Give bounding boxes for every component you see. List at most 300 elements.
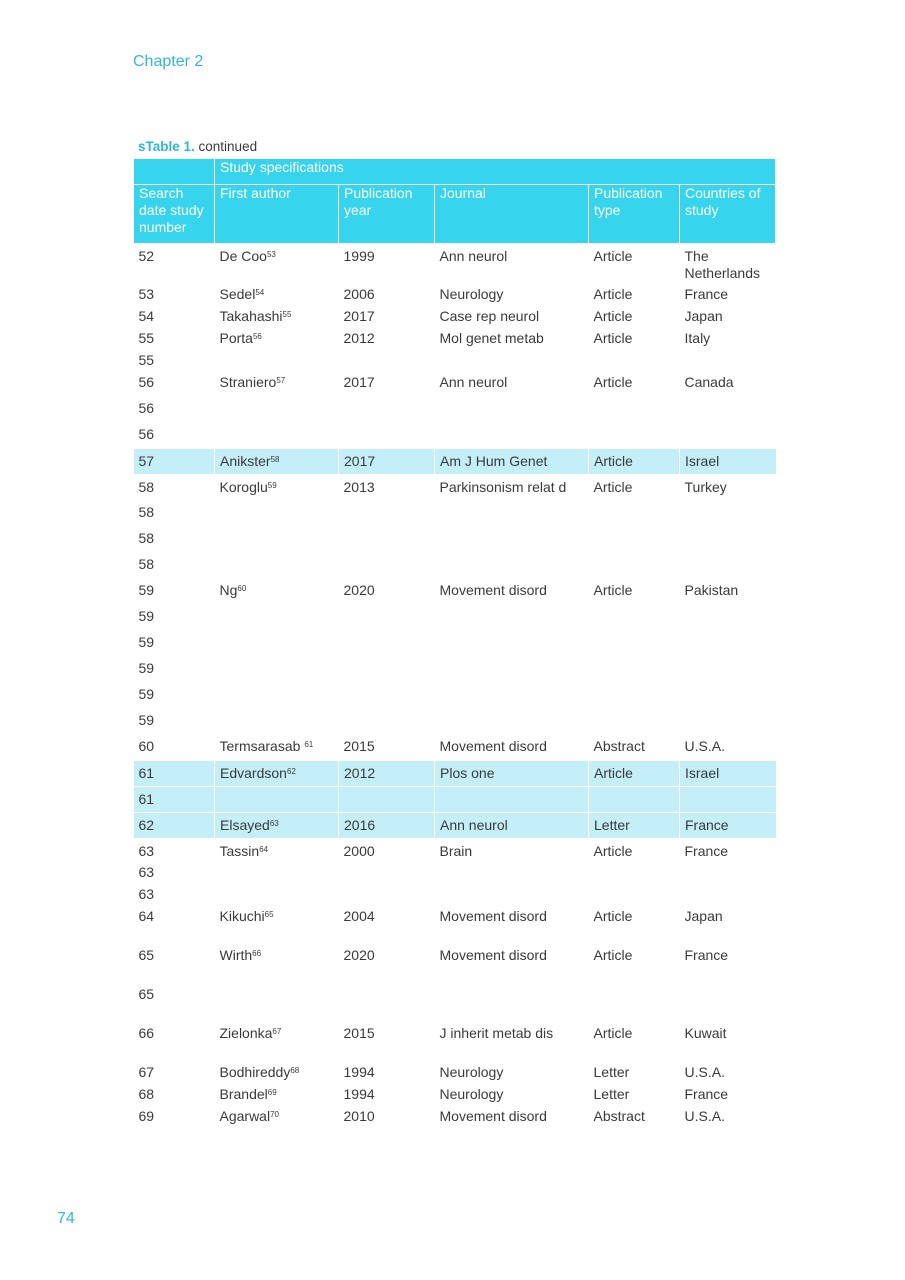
cell-country — [680, 448, 776, 474]
cell-journal — [435, 578, 589, 604]
cell-journal-text: Ann neurol — [440, 816, 508, 833]
cell-first-author — [215, 1082, 339, 1104]
cell-publication-year-text: 2006 — [343, 286, 375, 302]
cell-country — [680, 422, 776, 448]
cell-publication-type-text: Article — [593, 1025, 633, 1041]
reference-superscript: 70 — [270, 1110, 279, 1119]
cell-first-author-text: Porta — [219, 330, 253, 346]
table-row — [134, 1021, 776, 1060]
cell-publication-type — [589, 682, 680, 708]
cell-number-text: 58 — [138, 556, 155, 572]
cell-publication-type — [589, 304, 680, 326]
cell-publication-type — [589, 982, 680, 1021]
cell-country — [680, 630, 776, 656]
cell-journal-text: Parkinsonism relat d — [439, 478, 567, 495]
reference-superscript: 66 — [252, 949, 262, 958]
cell-journal-text: Mol genet metab — [439, 330, 544, 346]
cell-publication-year — [339, 786, 435, 812]
column-header-countries: Countries of study — [680, 185, 776, 244]
cell-publication-year-text: 1999 — [343, 248, 375, 264]
cell-publication-type — [589, 348, 680, 370]
cell-publication-year — [339, 474, 435, 500]
cell-first-author-text: Brandel — [219, 1086, 268, 1102]
cell-first-author — [215, 904, 339, 943]
cell-publication-year — [339, 604, 435, 630]
cell-publication-type — [589, 396, 680, 422]
cell-publication-year — [339, 1021, 435, 1060]
cell-publication-year-text: 1994 — [343, 1086, 375, 1102]
cell-country — [680, 526, 776, 552]
cell-journal — [435, 682, 589, 708]
cell-journal-text: Am J Hum Genet — [440, 452, 548, 469]
cell-publication-year — [339, 860, 435, 882]
cell-number-text: 64 — [138, 908, 155, 924]
cell-publication-type-text: Article — [593, 286, 633, 302]
cell-publication-year-text: 2000 — [343, 842, 375, 859]
table-row — [134, 370, 776, 396]
cell-number — [134, 348, 215, 370]
cell-number — [134, 882, 215, 904]
cell-first-author — [215, 422, 339, 448]
cell-number — [134, 370, 215, 396]
cell-journal-text: Ann neurol — [439, 248, 508, 264]
cell-publication-type — [589, 734, 680, 760]
cell-publication-type — [589, 422, 680, 448]
cell-publication-type — [589, 552, 680, 578]
cell-journal — [435, 526, 589, 552]
cell-first-author-text: Wirth — [219, 947, 253, 963]
cell-journal — [435, 860, 589, 882]
header-blank-cell — [134, 159, 215, 185]
cell-first-author — [215, 578, 339, 604]
cell-number — [134, 1021, 215, 1060]
table-row — [134, 552, 776, 578]
cell-first-author — [215, 882, 339, 904]
cell-country-text: The Netherlands — [684, 248, 760, 281]
cell-journal-text: Movement disord — [439, 908, 547, 924]
cell-number — [134, 578, 215, 604]
chapter-title: Chapter 2 — [133, 53, 204, 70]
cell-number-text: 69 — [138, 1108, 155, 1124]
cell-journal — [435, 1104, 589, 1126]
cell-publication-type — [589, 943, 680, 982]
cell-first-author — [215, 526, 339, 552]
cell-country — [680, 604, 776, 630]
cell-first-author — [215, 370, 339, 396]
cell-first-author — [215, 682, 339, 708]
cell-number-text: 65 — [138, 986, 155, 1002]
cell-publication-year — [339, 282, 435, 304]
study-specifications-table — [133, 158, 776, 1126]
cell-journal — [435, 904, 589, 943]
reference-superscript: 62 — [286, 766, 296, 776]
cell-first-author — [215, 326, 339, 348]
cell-country — [680, 1104, 776, 1126]
table-row — [134, 326, 776, 348]
cell-number — [134, 1060, 215, 1082]
cell-journal-text: Movement disord — [439, 947, 547, 963]
cell-number — [134, 552, 215, 578]
cell-number-text: 58 — [138, 530, 155, 546]
table-row — [134, 786, 776, 812]
cell-journal — [435, 326, 589, 348]
cell-country — [680, 860, 776, 882]
cell-country — [680, 474, 776, 500]
cell-first-author-text: Tassin — [219, 842, 260, 859]
cell-country — [680, 904, 776, 943]
cell-publication-type-text: Letter — [594, 816, 630, 833]
cell-number-text: 60 — [138, 738, 155, 754]
cell-country — [680, 326, 776, 348]
table-row — [134, 904, 776, 943]
cell-journal-text: Movement disord — [439, 1108, 547, 1124]
cell-first-author — [215, 943, 339, 982]
cell-publication-type — [589, 904, 680, 943]
cell-number — [134, 838, 215, 860]
cell-country-text: U.S.A. — [684, 1064, 725, 1080]
reference-superscript: 67 — [272, 1027, 282, 1036]
cell-first-author — [215, 786, 339, 812]
table-caption-label: sTable 1. — [138, 139, 195, 154]
cell-first-author — [215, 982, 339, 1021]
cell-publication-year — [339, 448, 435, 474]
cell-publication-year — [339, 734, 435, 760]
cell-publication-year — [339, 1104, 435, 1126]
cell-country-text: Japan — [684, 908, 723, 924]
cell-number — [134, 682, 215, 708]
cell-publication-type-text: Abstract — [593, 738, 645, 754]
cell-publication-type — [589, 786, 680, 812]
cell-publication-year — [339, 982, 435, 1021]
cell-country — [680, 682, 776, 708]
table-row — [134, 982, 776, 1021]
cell-publication-type — [589, 1060, 680, 1082]
reference-superscript: 68 — [290, 1066, 300, 1075]
cell-number-text: 62 — [138, 816, 155, 833]
cell-publication-type-text: Letter — [593, 1064, 630, 1080]
cell-country — [680, 812, 776, 838]
cell-number-text: 59 — [138, 686, 155, 702]
cell-publication-type — [589, 578, 680, 604]
cell-country — [680, 882, 776, 904]
table-row — [134, 244, 776, 283]
cell-country-text: France — [684, 286, 729, 302]
table-row — [134, 656, 776, 682]
table-row — [134, 630, 776, 656]
cell-publication-type — [589, 1104, 680, 1126]
table-row — [134, 708, 776, 734]
cell-number — [134, 708, 215, 734]
cell-publication-year — [339, 422, 435, 448]
table-row — [134, 682, 776, 708]
cell-number — [134, 526, 215, 552]
cell-first-author-text: Zielonka — [219, 1025, 273, 1041]
reference-superscript: 56 — [252, 332, 262, 341]
cell-publication-type-text: Article — [593, 248, 633, 264]
cell-number-text: 55 — [138, 330, 155, 346]
cell-publication-type — [589, 630, 680, 656]
cell-country — [680, 578, 776, 604]
page-number: 74 — [57, 1210, 75, 1227]
cell-number-text: 66 — [138, 1025, 155, 1041]
cell-publication-type-text: Article — [593, 842, 633, 859]
table-row — [134, 838, 776, 860]
cell-first-author — [215, 396, 339, 422]
cell-journal — [435, 348, 589, 370]
cell-country-text: U.S.A. — [684, 1108, 725, 1124]
cell-publication-year-text: 2010 — [343, 1108, 375, 1124]
cell-number — [134, 734, 215, 760]
cell-journal — [435, 448, 589, 474]
group-header-study-specifications: Study specifications — [215, 159, 776, 185]
cell-publication-type — [589, 838, 680, 860]
cell-publication-year — [339, 708, 435, 734]
table-row — [134, 860, 776, 882]
cell-publication-year — [339, 304, 435, 326]
cell-publication-type — [589, 708, 680, 734]
cell-first-author — [215, 474, 339, 500]
cell-number-text: 63 — [138, 886, 155, 902]
cell-first-author — [215, 734, 339, 760]
cell-first-author-text: Edvardson — [220, 764, 287, 781]
cell-journal-text: Brain — [439, 842, 473, 859]
cell-first-author-text: Sedel — [219, 286, 256, 302]
cell-publication-type — [589, 760, 680, 786]
cell-publication-year — [339, 1082, 435, 1104]
column-header-first-author: First author — [215, 185, 339, 244]
cell-number-text: 61 — [138, 764, 155, 781]
reference-superscript: 54 — [255, 288, 265, 297]
cell-journal — [435, 882, 589, 904]
cell-publication-type-text: Article — [594, 764, 633, 781]
cell-number — [134, 786, 215, 812]
cell-publication-year — [339, 882, 435, 904]
table-row — [134, 396, 776, 422]
table-caption — [138, 139, 257, 154]
cell-journal-text: Neurology — [439, 1086, 504, 1102]
table-row — [134, 282, 776, 304]
cell-publication-year-text: 2017 — [343, 308, 375, 324]
reference-superscript: 57 — [276, 376, 286, 385]
cell-publication-year — [339, 526, 435, 552]
cell-country — [680, 760, 776, 786]
cell-first-author — [215, 838, 339, 860]
cell-first-author-text: Takahashi — [219, 308, 283, 324]
table-row — [134, 734, 776, 760]
cell-country-text: France — [685, 816, 729, 833]
cell-journal — [435, 656, 589, 682]
cell-first-author — [215, 708, 339, 734]
cell-journal-text: Movement disord — [439, 582, 547, 598]
cell-country-text: Israel — [685, 764, 720, 781]
cell-publication-type-text: Abstract — [593, 1108, 645, 1124]
cell-publication-type — [589, 448, 680, 474]
cell-number-text: 56 — [138, 426, 155, 442]
cell-country — [680, 708, 776, 734]
cell-first-author — [215, 860, 339, 882]
cell-number — [134, 474, 215, 500]
cell-journal — [435, 1060, 589, 1082]
cell-number — [134, 760, 215, 786]
reference-superscript: 65 — [264, 910, 274, 919]
cell-publication-year — [339, 326, 435, 348]
table-row — [134, 474, 776, 500]
cell-number-text: 58 — [138, 504, 155, 520]
cell-journal — [435, 422, 589, 448]
cell-number — [134, 422, 215, 448]
cell-number-text: 58 — [138, 478, 155, 495]
cell-publication-year-text: 2004 — [343, 908, 375, 924]
cell-first-author — [215, 448, 339, 474]
cell-publication-year-text: 2012 — [343, 330, 375, 346]
cell-number — [134, 860, 215, 882]
cell-publication-year — [339, 812, 435, 838]
cell-number-text: 59 — [138, 582, 155, 598]
cell-number-text: 59 — [138, 660, 155, 676]
cell-first-author-text: Ng — [219, 582, 238, 598]
cell-publication-year — [339, 1060, 435, 1082]
reference-superscript: 55 — [282, 310, 292, 319]
cell-number — [134, 396, 215, 422]
cell-publication-year-text: 2013 — [343, 478, 375, 495]
column-header-journal: Journal — [435, 185, 589, 244]
cell-publication-year — [339, 396, 435, 422]
cell-journal — [435, 500, 589, 526]
cell-first-author — [215, 630, 339, 656]
table-row — [134, 1060, 776, 1082]
cell-journal — [435, 604, 589, 630]
cell-country — [680, 244, 776, 283]
cell-journal — [435, 630, 589, 656]
cell-number-text: 52 — [138, 248, 155, 264]
cell-number-text: 63 — [138, 842, 155, 859]
cell-publication-type — [589, 474, 680, 500]
table-row — [134, 1082, 776, 1104]
reference-superscript: 60 — [237, 584, 247, 593]
column-header-publication-year: Publication year — [339, 185, 435, 244]
cell-number — [134, 604, 215, 630]
cell-journal — [435, 1021, 589, 1060]
cell-number-text: 67 — [138, 1064, 155, 1080]
cell-first-author-text: Bodhireddy — [219, 1064, 291, 1080]
table-row — [134, 760, 776, 786]
cell-country-text: Israel — [685, 452, 720, 469]
cell-publication-type — [589, 812, 680, 838]
cell-number — [134, 304, 215, 326]
cell-journal — [435, 838, 589, 860]
cell-publication-type-text: Article — [593, 908, 633, 924]
table-row — [134, 882, 776, 904]
cell-number-text: 56 — [138, 374, 155, 390]
cell-first-author — [215, 760, 339, 786]
cell-number-text: 53 — [138, 286, 155, 302]
cell-publication-year — [339, 348, 435, 370]
cell-journal — [435, 734, 589, 760]
cell-country-text: Japan — [684, 308, 723, 324]
cell-country — [680, 982, 776, 1021]
cell-number — [134, 1082, 215, 1104]
table-row — [134, 422, 776, 448]
cell-country-text: Pakistan — [684, 582, 739, 598]
cell-first-author-text: Straniero — [219, 374, 277, 390]
cell-number-text: 57 — [138, 452, 155, 469]
cell-publication-year — [339, 838, 435, 860]
cell-first-author — [215, 500, 339, 526]
cell-journal — [435, 708, 589, 734]
cell-publication-year — [339, 943, 435, 982]
cell-country — [680, 282, 776, 304]
cell-number-text: 63 — [138, 864, 155, 880]
cell-publication-type — [589, 1082, 680, 1104]
cell-publication-type — [589, 860, 680, 882]
cell-first-author-text: Agarwal — [219, 1108, 271, 1124]
cell-publication-type-text: Article — [593, 374, 633, 390]
cell-number — [134, 282, 215, 304]
cell-number-text: 59 — [138, 634, 155, 650]
cell-country-text: U.S.A. — [684, 738, 725, 754]
column-header-number: Search date study number — [134, 185, 215, 244]
cell-publication-type — [589, 656, 680, 682]
cell-number — [134, 943, 215, 982]
cell-country — [680, 838, 776, 860]
cell-country-text: France — [684, 842, 729, 859]
cell-number-text: 59 — [138, 608, 155, 624]
cell-journal — [435, 304, 589, 326]
cell-first-author — [215, 244, 339, 283]
cell-first-author — [215, 282, 339, 304]
cell-number-text: 61 — [138, 790, 155, 807]
cell-first-author-text: Kikuchi — [219, 908, 265, 924]
cell-country-text: France — [684, 1086, 729, 1102]
cell-country-text: Canada — [684, 374, 734, 390]
cell-number-text: 55 — [138, 352, 155, 368]
cell-journal — [435, 552, 589, 578]
table-row — [134, 348, 776, 370]
reference-superscript: 58 — [270, 454, 280, 464]
cell-country — [680, 1060, 776, 1082]
cell-publication-type — [589, 326, 680, 348]
cell-journal-text: J inherit metab dis — [439, 1025, 554, 1041]
cell-publication-year-text: 2016 — [344, 816, 376, 833]
cell-journal-text: Plos one — [440, 764, 495, 781]
cell-publication-year-text: 2017 — [344, 452, 376, 469]
cell-first-author — [215, 1060, 339, 1082]
cell-journal — [435, 943, 589, 982]
table-row — [134, 943, 776, 982]
cell-journal — [435, 812, 589, 838]
cell-journal-text: Neurology — [439, 1064, 504, 1080]
cell-first-author — [215, 1104, 339, 1126]
cell-country — [680, 943, 776, 982]
table-caption-text: continued — [194, 139, 258, 154]
reference-superscript: 69 — [267, 1088, 277, 1097]
cell-number — [134, 630, 215, 656]
cell-publication-year-text: 2020 — [343, 582, 375, 598]
cell-first-author — [215, 552, 339, 578]
cell-publication-type — [589, 500, 680, 526]
cell-country-text: Italy — [684, 330, 711, 346]
reference-superscript: 59 — [267, 480, 277, 490]
cell-journal-text: Case rep neurol — [439, 308, 540, 324]
cell-country — [680, 734, 776, 760]
cell-first-author — [215, 656, 339, 682]
cell-first-author-text: Elsayed — [220, 816, 270, 833]
table-body — [134, 244, 776, 1127]
cell-journal — [435, 760, 589, 786]
cell-country — [680, 552, 776, 578]
cell-country — [680, 1082, 776, 1104]
cell-first-author — [215, 304, 339, 326]
